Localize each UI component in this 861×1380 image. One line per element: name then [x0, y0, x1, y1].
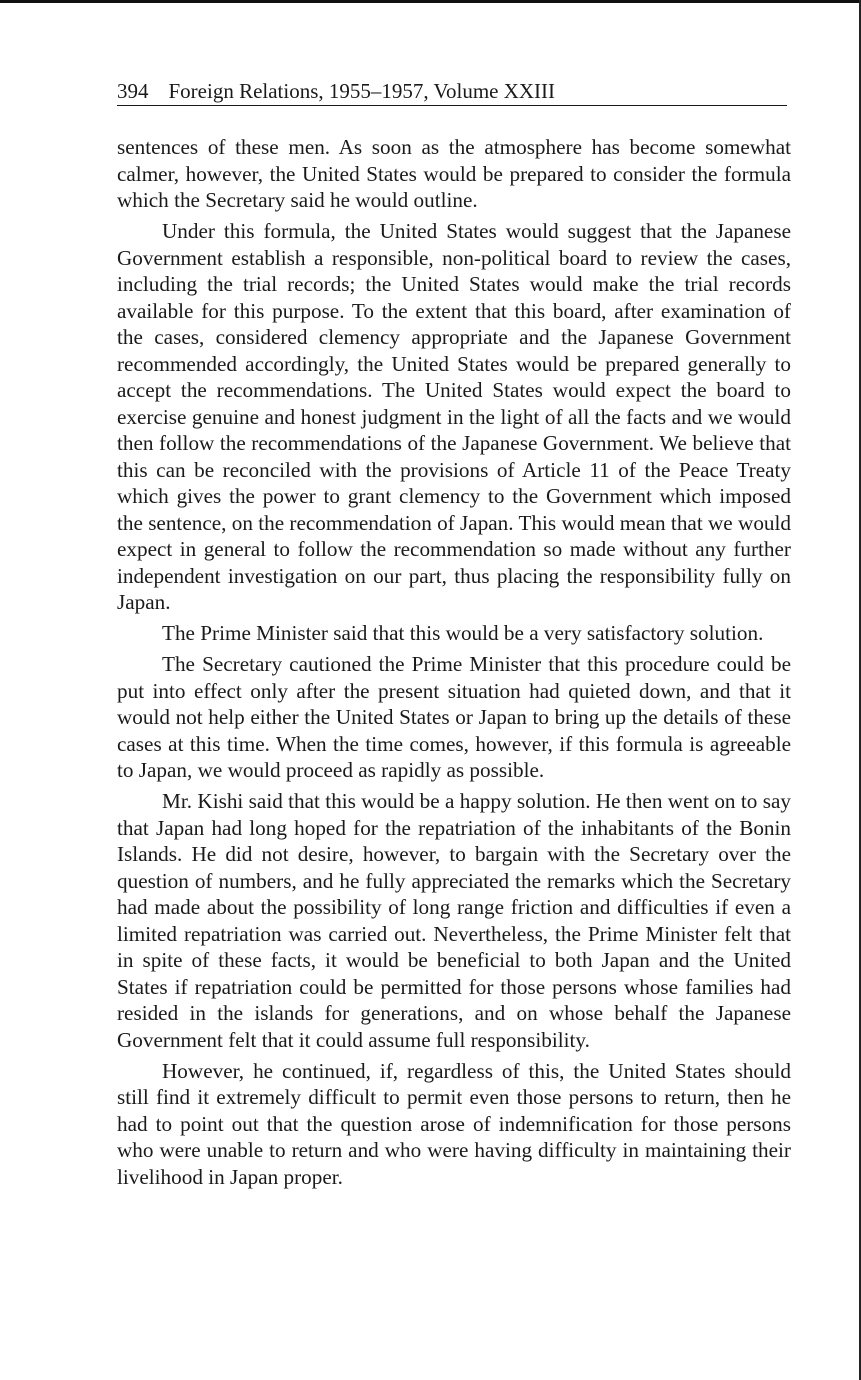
page-number: 394: [117, 79, 149, 103]
paragraph-secretary-caution: The Secretary cautioned the Prime Minister that this procedure could be put into effect only after the present situation had quieted down, and that it would not help either the United States or Japan to bring up the details of these cases at this time. When the time comes, however, if this formula is agreeable to Japan, we would proceed as rapidly as possible.: [117, 652, 791, 782]
publication-title: Foreign Relations, 1955–1957, Volume XXIII: [168, 79, 556, 103]
body-text: [117, 134, 791, 1195]
paragraph-continuation: sentences of these men. As soon as the atmosphere has become somewhat calmer, however, the United States would be prepared to consider the formula which the Secretary said he would outline.: [117, 135, 791, 212]
paragraph-kishi-bonin-islands: Mr. Kishi said that this would be a happy solution. He then went on to say that Japan had long hoped for the repatriation of the inhabitants of the Bonin Islands. He did not desire, however, to bargain with the Secretary over the question of numbers, and he fully appreciated the remarks which the Secretary had made about the possibility of long range friction and difficulties if even a limited repatriation was carried out. Nevertheless, the Prime Minister felt that in spite of these facts, it would be beneficial to both Japan and the United States if repatriation could be permitted for those persons whose families had resided in the islands for generations, and on whose behalf the Japanese Government felt that it could assume full responsibility.: [117, 789, 791, 1052]
paragraph-formula: Under this formula, the United States would suggest that the Japanese Government establish a responsible, non-political board to review the cases, including the trial records; the United States would make the trial records available for this purpose. To the extent that this board, after examination of the cases, considered clemency appropriate and the Japanese Government recommended accordingly, the United States would be prepared generally to accept the recommendations. The United States would expect the board to exercise genuine and honest judgment in the light of all the facts and we would then follow the recommendations of the Japanese Government. We believe that this can be reconciled with the provisions of Article 11 of the Peace Treaty which gives the power to grant clemency to the Government which imposed the sentence, on the recommendation of Japan. This would mean that we would expect in general to follow the recommendation so made without any further independent investigation on our part, thus placing the responsibility fully on Japan.: [117, 219, 791, 614]
scan-top-edge: [0, 0, 861, 3]
paragraph-prime-minister-response: The Prime Minister said that this would be a very satisfactory solution.: [162, 621, 764, 645]
paragraph-indemnification: However, he continued, if, regardless of this, the United States should still find it extremely difficult to permit even those persons to return, then he had to point out that the question arose of indemnification for those persons who were unable to return and who were having difficulty in maintaining their livelihood in Japan proper.: [117, 1058, 791, 1189]
running-head: [117, 78, 787, 106]
